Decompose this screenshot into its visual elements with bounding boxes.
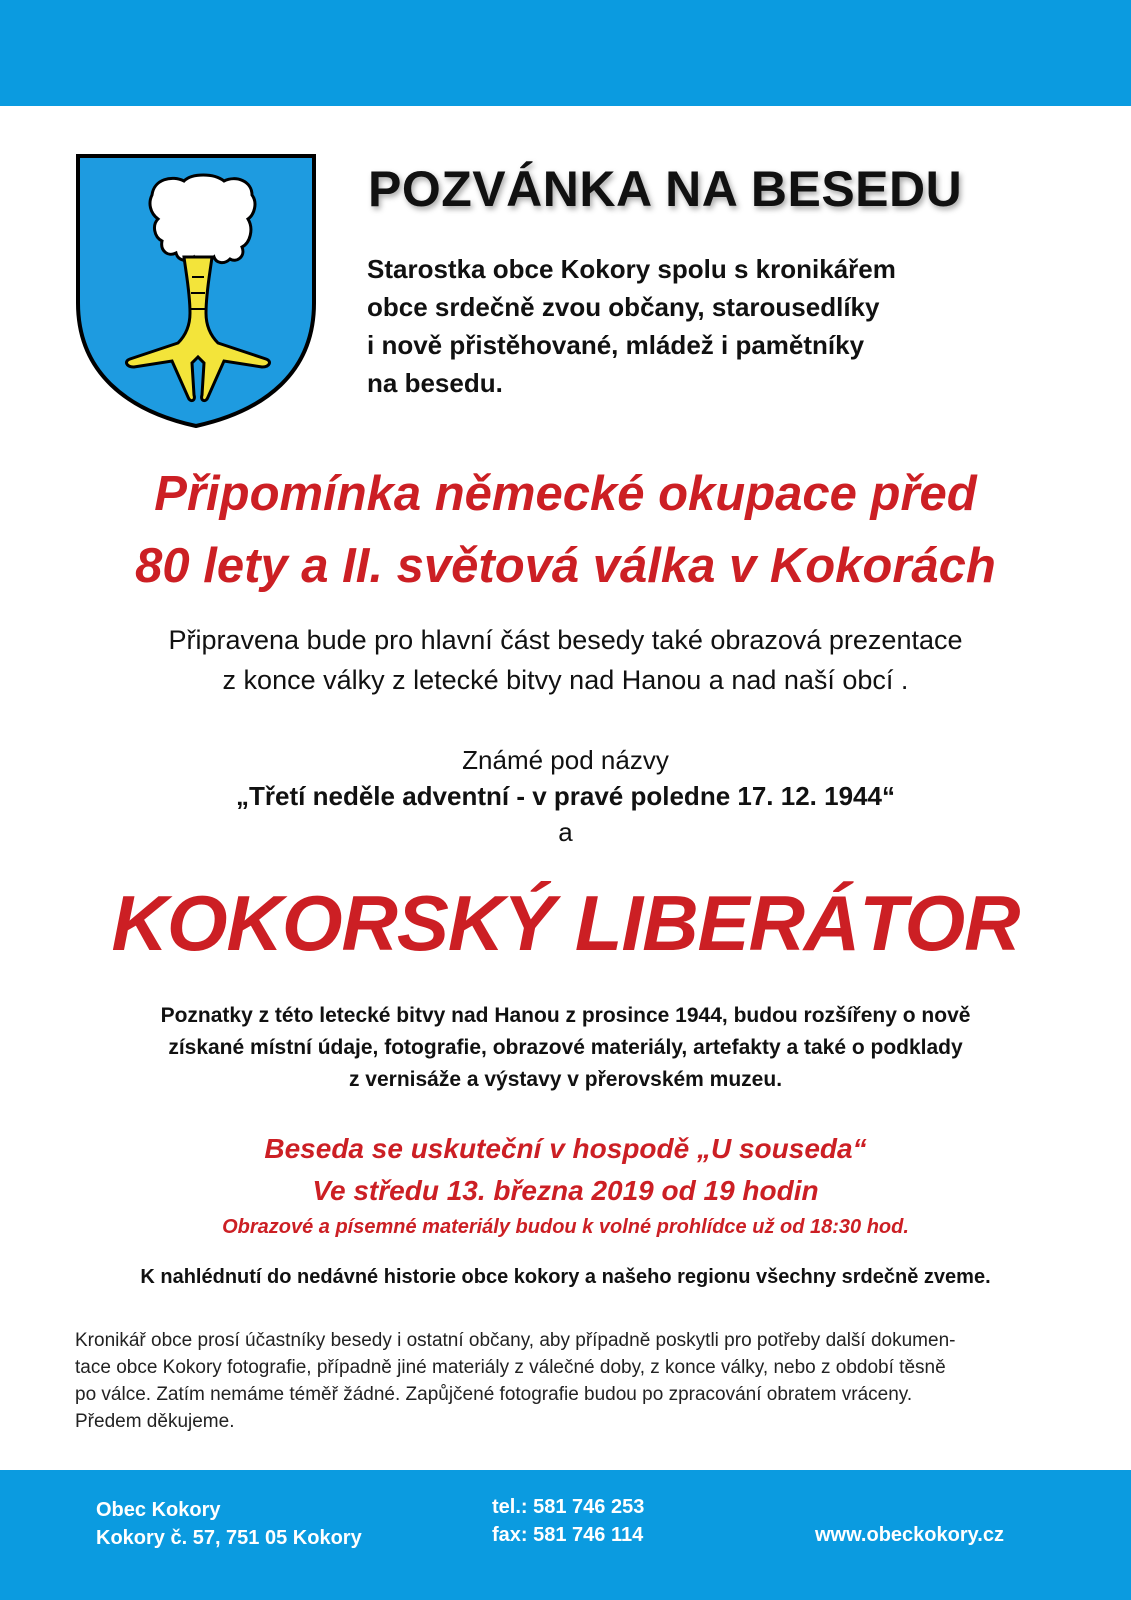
chronicler-line: po válce. Zatím nemáme téměř žádné. Zapůjčené fotografie budou po zpracování obratem vráceny.: [75, 1384, 913, 1405]
chronicler-line: Předem děkujeme.: [75, 1411, 235, 1432]
footer-address: [96, 1496, 362, 1552]
footer-website-link[interactable]: www.obeckokory.cz: [815, 1524, 1004, 1546]
chronicler-line: tace obce Kokory fotografie, případně jiné materiály z válečné doby, z konce války, nebo z období těsně: [75, 1357, 946, 1378]
coat-of-arms-icon: [74, 153, 320, 429]
findings-line: Poznatky z této letecké bitvy nad Hanou z prosince 1944, budou rozšířeny o nově: [160, 1004, 971, 1027]
presentation-note: [30, 620, 1101, 700]
venue-block: [30, 1128, 1101, 1242]
chronicler-request: [75, 1327, 1065, 1435]
feather-crest: [150, 175, 255, 263]
footer-tel: tel.: 581 746 253: [492, 1496, 645, 1518]
presentation-line: Připravena bude pro hlavní část besedy také obrazová prezentace: [168, 625, 963, 655]
headline-line: 80 lety a II. světová válka v Kokorách: [135, 539, 996, 593]
chronicler-line: Kronikář obce prosí účastníky besedy i ostatní občany, aby případně poskytli pro potřeby další dokumen-: [75, 1330, 956, 1351]
intro-paragraph: [367, 250, 1067, 402]
footer-fax: fax: 581 746 114: [492, 1524, 644, 1546]
top-banner: [0, 0, 1131, 106]
known-as-conjunction: a: [558, 817, 573, 847]
known-as-block: [30, 742, 1101, 850]
known-as-intro: Známé pod názvy: [462, 745, 669, 775]
footer-org-name: Obec Kokory: [96, 1499, 221, 1521]
findings-line: získané místní údaje, fotografie, obrazové materiály, artefakty a také o podklady: [168, 1036, 963, 1059]
intro-line: na besedu.: [367, 368, 503, 398]
venue-note: Obrazové a písemné materiály budou k volné prohlídce už od 18:30 hod.: [222, 1216, 909, 1238]
headline-line: Připomínka německé okupace před: [154, 467, 977, 521]
known-as-quote: „Třetí neděle adventní - v pravé poledne 17. 12. 1944“: [236, 781, 895, 811]
venue-date: Ve středu 13. března 2019 od 19 hodin: [312, 1175, 819, 1206]
findings-paragraph: [30, 1000, 1101, 1096]
footer-address-line: Kokory č. 57, 751 05 Kokory: [96, 1527, 362, 1549]
intro-line: i nově přistěhované, mládež i pamětníky: [367, 330, 865, 360]
page-title: POZVÁNKA NA BESEDU: [368, 161, 963, 217]
invitation-line: K nahlédnutí do nedávné historie obce kokory a našeho regionu všechny srdečně zveme.: [140, 1266, 991, 1288]
intro-line: Starostka obce Kokory spolu s kronikářem: [367, 254, 896, 284]
intro-line: obce srdečně zvou občany, starousedlíky: [367, 292, 880, 322]
findings-line: z vernisáže a výstavy v přerovském muzeu.: [348, 1068, 783, 1091]
event-headline: [30, 458, 1101, 602]
presentation-line: z konce války z letecké bitvy nad Hanou a nad naší obcí .: [222, 665, 909, 695]
big-title: KOKORSKÝ LIBERÁTOR: [111, 879, 1020, 967]
venue-location: Beseda se uskuteční v hospodě „U souseda“: [264, 1133, 867, 1164]
footer-contacts: [492, 1493, 644, 1549]
